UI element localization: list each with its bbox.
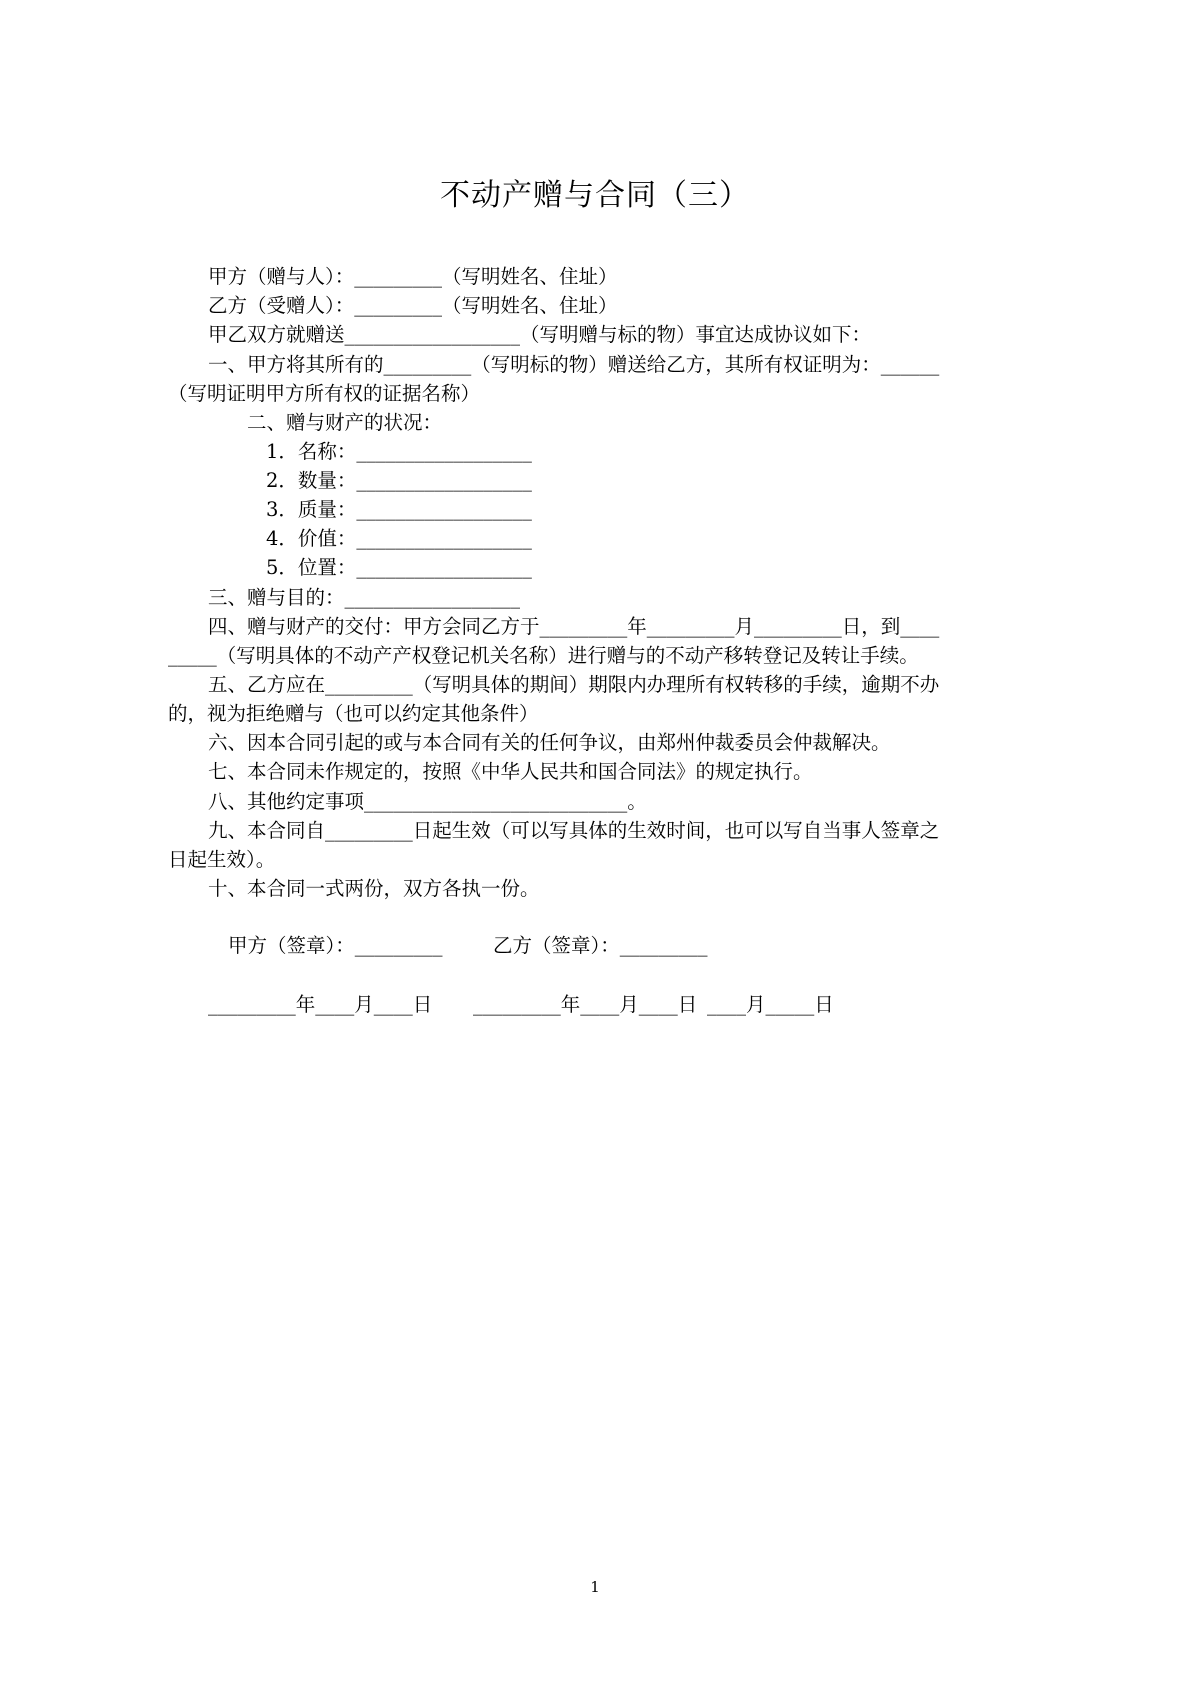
clause-10: 十、本合同一式两份，双方各执一份。 [208, 877, 540, 900]
clause-1-cont: （写明证明甲方所有权的证据名称） [168, 382, 481, 405]
clause-5-cont: 的，视为拒绝赠与（也可以约定其他条件） [168, 702, 539, 725]
signature-party-b: 乙方（签章）：_________ [493, 934, 708, 957]
clause-7: 七、本合同未作规定的，按照《中华人民共和国合同法》的规定执行。 [208, 760, 813, 783]
clause-9: 九、本合同自_________日起生效（可以写具体的生效时间，也可以写自当事人签章之 [208, 819, 940, 842]
item-location: 5．位置：__________________ [266, 556, 532, 579]
signature-party-a: 甲方（签章）：_________ [228, 934, 443, 957]
date-party-a: _________年____月____日 [208, 993, 433, 1016]
page-title: 不动产赠与合同（三） [440, 178, 750, 213]
clause-4-cont: _____（写明具体的不动产产权登记机关名称）进行赠与的不动产移转登记及转让手续。 [168, 644, 919, 667]
item-quantity: 2．数量：__________________ [266, 469, 532, 492]
page-number: 1 [590, 1578, 600, 1596]
party-a-line: 甲方（赠与人）：_________（写明姓名、住址） [208, 265, 618, 288]
date-party-b: _________年____月____日 [473, 993, 698, 1016]
item-quality: 3．质量：__________________ [266, 498, 532, 521]
clause-9-cont: 日起生效）。 [168, 848, 276, 871]
clause-2: 二、赠与财产的状况： [247, 411, 443, 434]
clause-8: 八、其他约定事项___________________________。 [208, 790, 647, 813]
item-name: 1．名称：__________________ [266, 440, 532, 463]
item-value: 4．价值：__________________ [266, 527, 532, 550]
agreement-intro: 甲乙双方就赠送__________________（写明赠与标的物）事宜达成协议如下： [208, 323, 872, 346]
clause-5: 五、乙方应在_________（写明具体的期间）期限内办理所有权转移的手续，逾期不办 [208, 673, 940, 696]
clause-1: 一、甲方将其所有的_________（写明标的物）赠送给乙方，其所有权证明为：______ [208, 353, 940, 376]
date-extra: ____月_____日 [707, 993, 834, 1016]
clause-6: 六、因本合同引起的或与本合同有关的任何争议，由郑州仲裁委员会仲裁解决。 [208, 731, 891, 754]
party-b-line: 乙方（受赠人）：_________（写明姓名、住址） [208, 294, 618, 317]
clause-3: 三、赠与目的：__________________ [208, 586, 521, 609]
clause-4: 四、赠与财产的交付：甲方会同乙方于_________年_________月_________日，到____ [208, 615, 940, 638]
